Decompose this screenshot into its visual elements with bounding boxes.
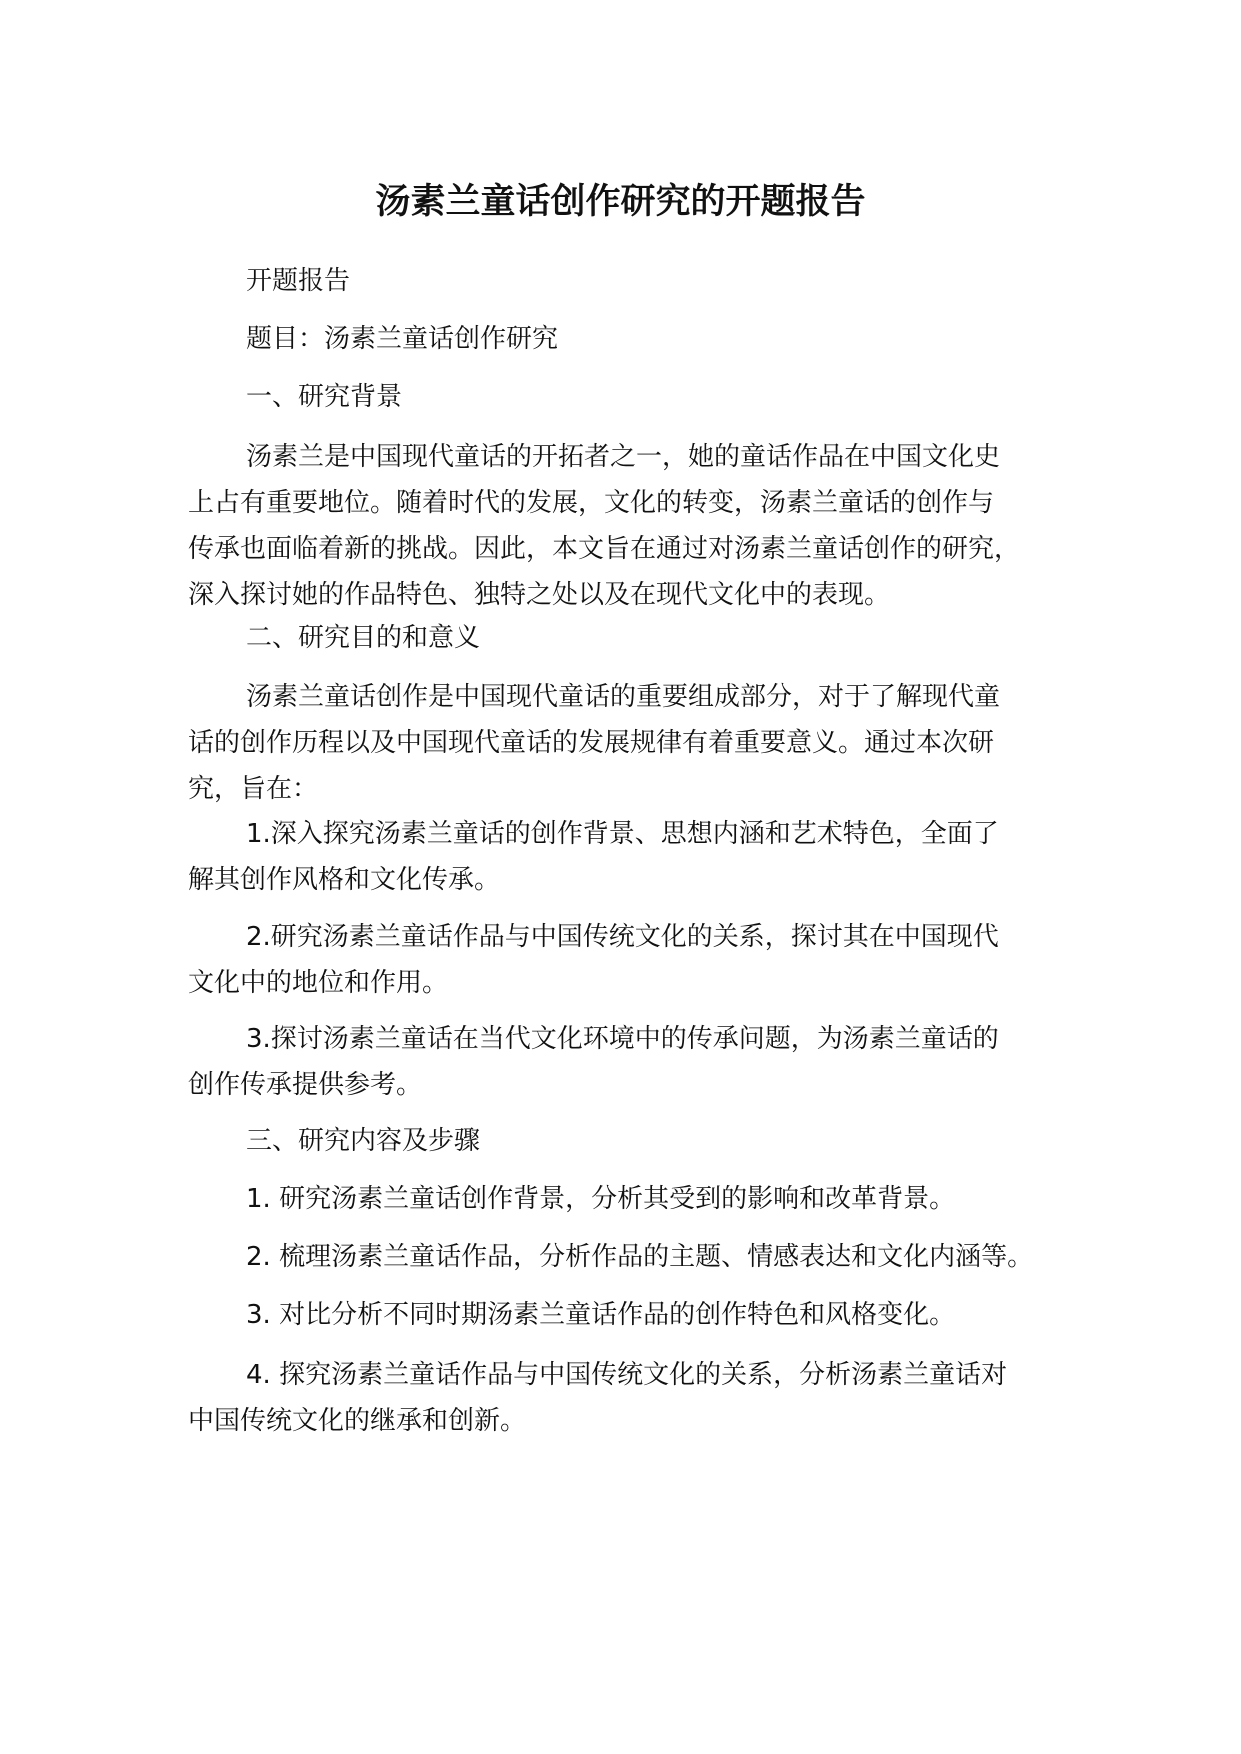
- section2-item2: [188, 914, 1088, 1006]
- topic-line: [188, 316, 1088, 362]
- paragraph-line: 传承也面临着新的挑战。因此，本文旨在通过对汤素兰童话创作的研究，: [188, 534, 1021, 564]
- paragraph-line: 话的创作历程以及中国现代童话的发展规律有着重要意义。通过本次研: [188, 728, 995, 758]
- step-line: 3. 对比分析不同时期汤素兰童话作品的创作特色和风格变化。: [246, 1300, 956, 1330]
- list-item-line: 解其创作风格和文化传承。: [188, 865, 501, 895]
- section3-heading-text: 三、研究内容及步骤: [246, 1126, 481, 1156]
- section2-heading: [188, 615, 1088, 661]
- step-line: 4. 探究汤素兰童话作品与中国传统文化的关系，分析汤素兰童话对: [246, 1360, 1008, 1390]
- paragraph-line: 深入探讨她的作品特色、独特之处以及在现代文化中的表现。: [188, 580, 891, 610]
- section2-item3: [188, 1016, 1088, 1108]
- list-item-line: 文化中的地位和作用。: [188, 968, 449, 998]
- step-line: 2. 梳理汤素兰童话作品，分析作品的主题、情感表达和文化内涵等。: [246, 1242, 1034, 1272]
- list-item-line: 1.深入探究汤素兰童话的创作背景、思想内涵和艺术特色，全面了: [246, 819, 999, 849]
- section3-heading: [188, 1118, 1088, 1164]
- step-line: 1. 研究汤素兰童话创作背景，分析其受到的影响和改革背景。: [246, 1184, 956, 1214]
- paragraph-line: 汤素兰是中国现代童话的开拓者之一，她的童话作品在中国文化史: [246, 442, 1001, 472]
- list-item-line: 3.探讨汤素兰童话在当代文化环境中的传承问题，为汤素兰童话的: [246, 1024, 999, 1054]
- section3-step3: [188, 1292, 1088, 1338]
- report-label: [188, 258, 1088, 304]
- section1-heading-text: 一、研究背景: [246, 382, 403, 412]
- paragraph-line: 上占有重要地位。随着时代的发展，文化的转变，汤素兰童话的创作与: [188, 488, 995, 518]
- topic-text: 题目：汤素兰童话创作研究: [246, 324, 559, 354]
- list-item-line: 创作传承提供参考。: [188, 1070, 423, 1100]
- section1-paragraph: [188, 434, 1088, 618]
- section2-paragraph: [188, 674, 1088, 812]
- paragraph-line: 究，旨在：: [188, 774, 319, 804]
- list-item-line: 2.研究汤素兰童话作品与中国传统文化的关系，探讨其在中国现代: [246, 922, 999, 952]
- paragraph-line: 汤素兰童话创作是中国现代童话的重要组成部分，对于了解现代童: [246, 682, 1001, 712]
- section3-step1: [188, 1176, 1088, 1222]
- section2-item1: [188, 811, 1088, 903]
- section2-heading-text: 二、研究目的和意义: [246, 623, 481, 653]
- section3-step2: [188, 1234, 1088, 1280]
- step-line: 中国传统文化的继承和创新。: [188, 1406, 527, 1436]
- section3-step4: [188, 1352, 1088, 1444]
- report-label-text: 开题报告: [246, 266, 351, 296]
- document-title: 汤素兰童话创作研究的开题报告: [375, 182, 866, 222]
- section1-heading: [188, 374, 1088, 420]
